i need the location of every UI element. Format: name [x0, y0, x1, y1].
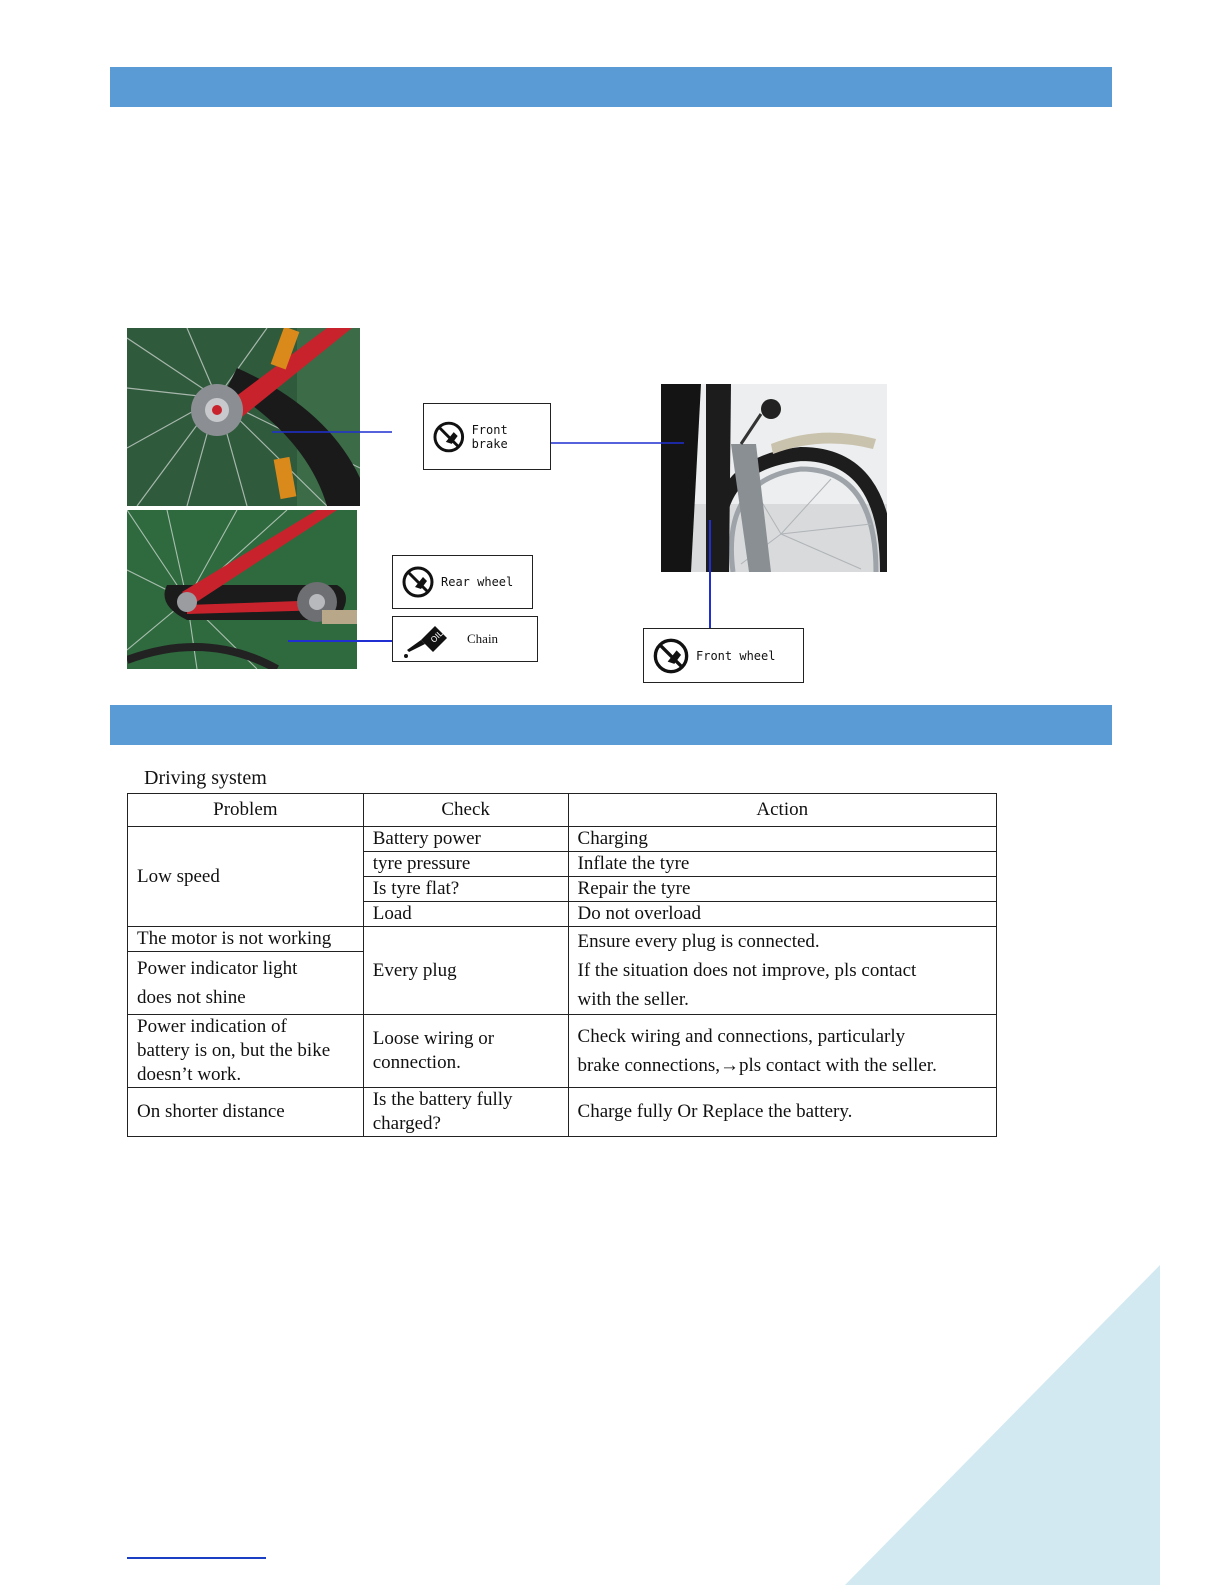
problem-line: Power indicator light [137, 958, 298, 980]
footer-link-underline [127, 1557, 266, 1559]
table-row [128, 927, 997, 952]
check-cell: Is tyre flat? [363, 877, 568, 902]
table-row [128, 827, 997, 852]
table-row [128, 1088, 997, 1137]
action-cell: Inflate the tyre [568, 852, 996, 877]
action-cell: Repair the tyre [568, 877, 996, 902]
section-header-bar-troubleshooting [110, 705, 1112, 745]
oil-can-icon [401, 620, 449, 658]
chain-photo [127, 510, 357, 669]
check-line: Is the battery fully [372, 1089, 513, 1110]
action-line: Check wiring and connections, particularly [577, 1026, 906, 1047]
front-fork-photo [661, 384, 887, 572]
check-cell: Load [363, 902, 568, 927]
troubleshooting-table [127, 793, 997, 1137]
front-wheel-text: Front wheel [696, 648, 776, 663]
header-problem: Problem [128, 794, 364, 827]
front-brake-label [423, 403, 551, 470]
front-wheel-label [643, 628, 804, 683]
problem-motor: The motor is not working [128, 927, 364, 952]
rear-brake-photo [127, 328, 360, 506]
problem-line: Power indication of [137, 1016, 287, 1037]
action-every-plug [568, 927, 996, 1015]
table-header-row [128, 794, 997, 827]
action-charge: Charge fully Or Replace the battery. [568, 1088, 996, 1137]
check-every-plug: Every plug [363, 927, 568, 1015]
action-cell: Do not overload [568, 902, 996, 927]
front-brake-text: Front brake [471, 422, 508, 451]
check-wiring [363, 1015, 568, 1088]
check-cell: tyre pressure [363, 852, 568, 877]
action-wiring [568, 1015, 996, 1088]
table-row [128, 1015, 997, 1088]
problem-line: does not shine [137, 987, 246, 1009]
check-line: charged? [372, 1113, 441, 1134]
rear-wheel-label [392, 555, 533, 609]
chain-label [392, 616, 538, 662]
no-oil-icon [401, 565, 435, 599]
section-header-bar-maintenance [110, 67, 1112, 107]
chain-text: Chain [467, 631, 499, 646]
check-line: connection. [372, 1052, 461, 1073]
check-line: Loose wiring or [372, 1028, 495, 1049]
action-line: brake connections,→pls contact with the seller. [577, 1055, 937, 1076]
problem-power-indicator [128, 952, 364, 1015]
header-action: Action [568, 794, 996, 827]
action-line: with the seller. [577, 989, 689, 1010]
problem-line: doesn’t work. [137, 1064, 242, 1085]
oil-can-text: OIL [429, 629, 445, 645]
problem-low-speed: Low speed [128, 827, 364, 927]
check-cell: Battery power [363, 827, 568, 852]
problem-line: battery is on, but the bike [137, 1040, 331, 1061]
header-check: Check [363, 794, 568, 827]
check-battery-charged [363, 1088, 568, 1137]
action-line: Ensure every plug is connected. [577, 931, 820, 952]
problem-shorter-distance: On shorter distance [128, 1088, 364, 1137]
action-cell: Charging [568, 827, 996, 852]
table-caption: Driving system [144, 767, 267, 789]
no-oil-icon [652, 637, 690, 675]
no-oil-icon [432, 420, 466, 454]
action-line: If the situation does not improve, pls contact [577, 960, 917, 981]
problem-battery-on [128, 1015, 364, 1088]
rear-wheel-text: Rear wheel [441, 575, 514, 589]
